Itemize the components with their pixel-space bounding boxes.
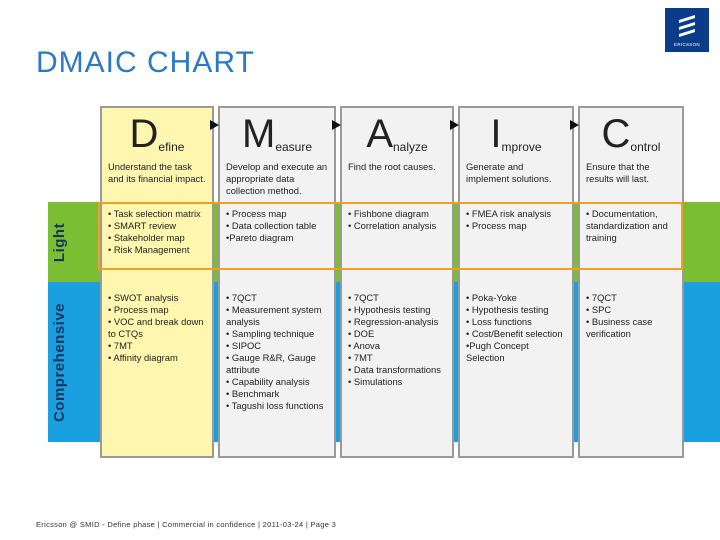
page-title: DMAIC CHART [36, 46, 255, 79]
column-header-improve [460, 108, 572, 158]
column-improve [458, 106, 574, 458]
control-light-tools: • Documentation, standardization and training [586, 208, 668, 243]
column-header-define [102, 108, 212, 158]
define-description: Understand the task and its financial impact. [108, 161, 206, 184]
header-letter: A [366, 112, 393, 156]
column-define [100, 106, 214, 458]
header-rest: easure [275, 140, 313, 154]
analyze-light-tools: • Fishbone diagram • Correlation analysis [348, 208, 437, 231]
header-letter: C [601, 112, 631, 156]
arrow-right-icon [570, 120, 579, 130]
header-letter: I [490, 112, 502, 156]
header-letter: M [241, 112, 276, 156]
measure-comprehensive-tools: • 7QCT • Measurement system analysis • Sampling technique • SIPOC • Gauge R&R, Gauge attribute • Capability analysis • Benchmark • Tagushi loss functions [226, 292, 324, 411]
header-rest: nalyze [393, 140, 428, 154]
row-label-comprehensive-text: Comprehensive [51, 302, 69, 422]
footer: Ericsson @ SMID - Define phase | Commercial in confidence | 2011-03-24 | Page 3 [36, 520, 337, 529]
column-control [578, 106, 684, 458]
analyze-comprehensive-tools: • 7QCT • Hypothesis testing • Regression-analysis • DOE • Anova • 7MT • Data transformations • Simulations [348, 292, 441, 387]
control-description: Ensure that the results will last. [586, 161, 650, 184]
header-letter: D [129, 112, 159, 156]
row-label-light-text: Light [51, 222, 69, 262]
improve-description: Generate and implement solutions. [466, 161, 552, 184]
ericsson-logo [665, 8, 709, 52]
arrow-right-icon [332, 120, 341, 130]
light-row-highlight [98, 202, 683, 270]
column-measure [218, 106, 336, 458]
ericsson-logo-icon [677, 14, 697, 38]
header-rest: mprove [501, 140, 542, 154]
row-label-light [48, 202, 72, 282]
row-label-comprehensive [48, 282, 72, 442]
define-light-tools: • Task selection matrix • SMART review • Stakeholder map • Risk Management [108, 208, 201, 255]
arrow-right-icon [210, 120, 219, 130]
measure-light-tools: • Process map • Data collection table •Pareto diagram [226, 208, 317, 243]
header-rest: ontrol [630, 140, 661, 154]
improve-comprehensive-tools: • Poka-Yoke • Hypothesis testing • Loss functions • Cost/Benefit selection •Pugh Concept Selection [466, 292, 563, 363]
analyze-description: Find the root causes. [348, 161, 436, 172]
define-comprehensive-tools: • SWOT analysis • Process map • VOC and break down to CTQs • 7MT • Affinity diagram [108, 292, 204, 363]
measure-description: Develop and execute an appropriate data collection method. [226, 161, 328, 196]
column-analyze [340, 106, 454, 458]
improve-light-tools: • FMEA risk analysis • Process map [466, 208, 552, 231]
column-header-measure [220, 108, 334, 158]
logo-text: ERICSSON [674, 42, 700, 47]
control-comprehensive-tools: • 7QCT • SPC • Business case verification [586, 292, 653, 339]
column-header-control [580, 108, 682, 158]
arrow-right-icon [450, 120, 459, 130]
column-header-analyze [342, 108, 452, 158]
header-rest: efine [158, 140, 185, 154]
